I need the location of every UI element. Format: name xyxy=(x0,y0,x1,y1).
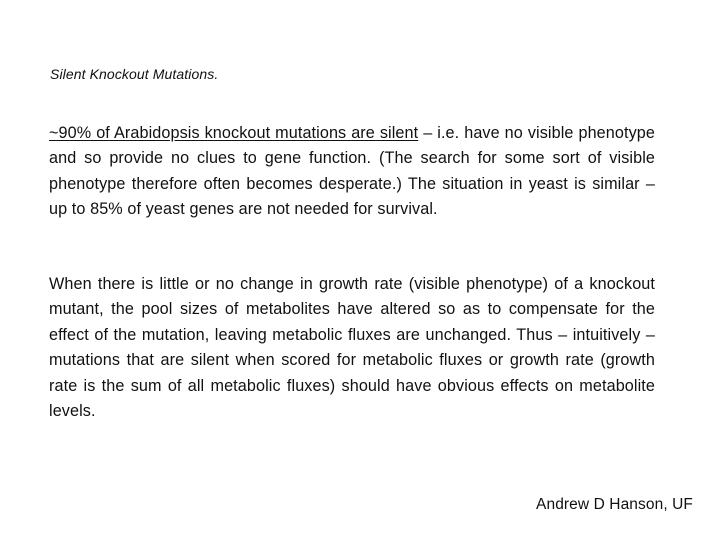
author-credit: Andrew D Hanson, UF xyxy=(536,496,693,513)
paragraph-silent-mutations xyxy=(49,121,655,223)
paragraph-metabolite-levels: When there is little or no change in growth rate (visible phenotype) of a knockout mutant, the pool sizes of metabolites have altered so as to compensate for the effect of the mutation, leaving metabolic fluxes are unchanged. Thus – intuitively – mutations that are silent when scored for metabolic fluxes or growth rate (growth rate is the sum of all metabolic fluxes) should have obvious effects on metabolite levels. xyxy=(49,275,655,421)
slide-title: Silent Knockout Mutations. xyxy=(50,66,219,82)
underlined-lead-text: ~90% of Arabidopsis knockout mutations are silent xyxy=(49,124,419,142)
paragraph-1-body: – i.e. have no visible phenotype and so provide no clues to gene function. (The search for some sort of visible phenotype therefore often becomes desperate.) The situation in yeast is similar – up to 85% of yeast genes are not needed for survival. xyxy=(49,124,655,219)
